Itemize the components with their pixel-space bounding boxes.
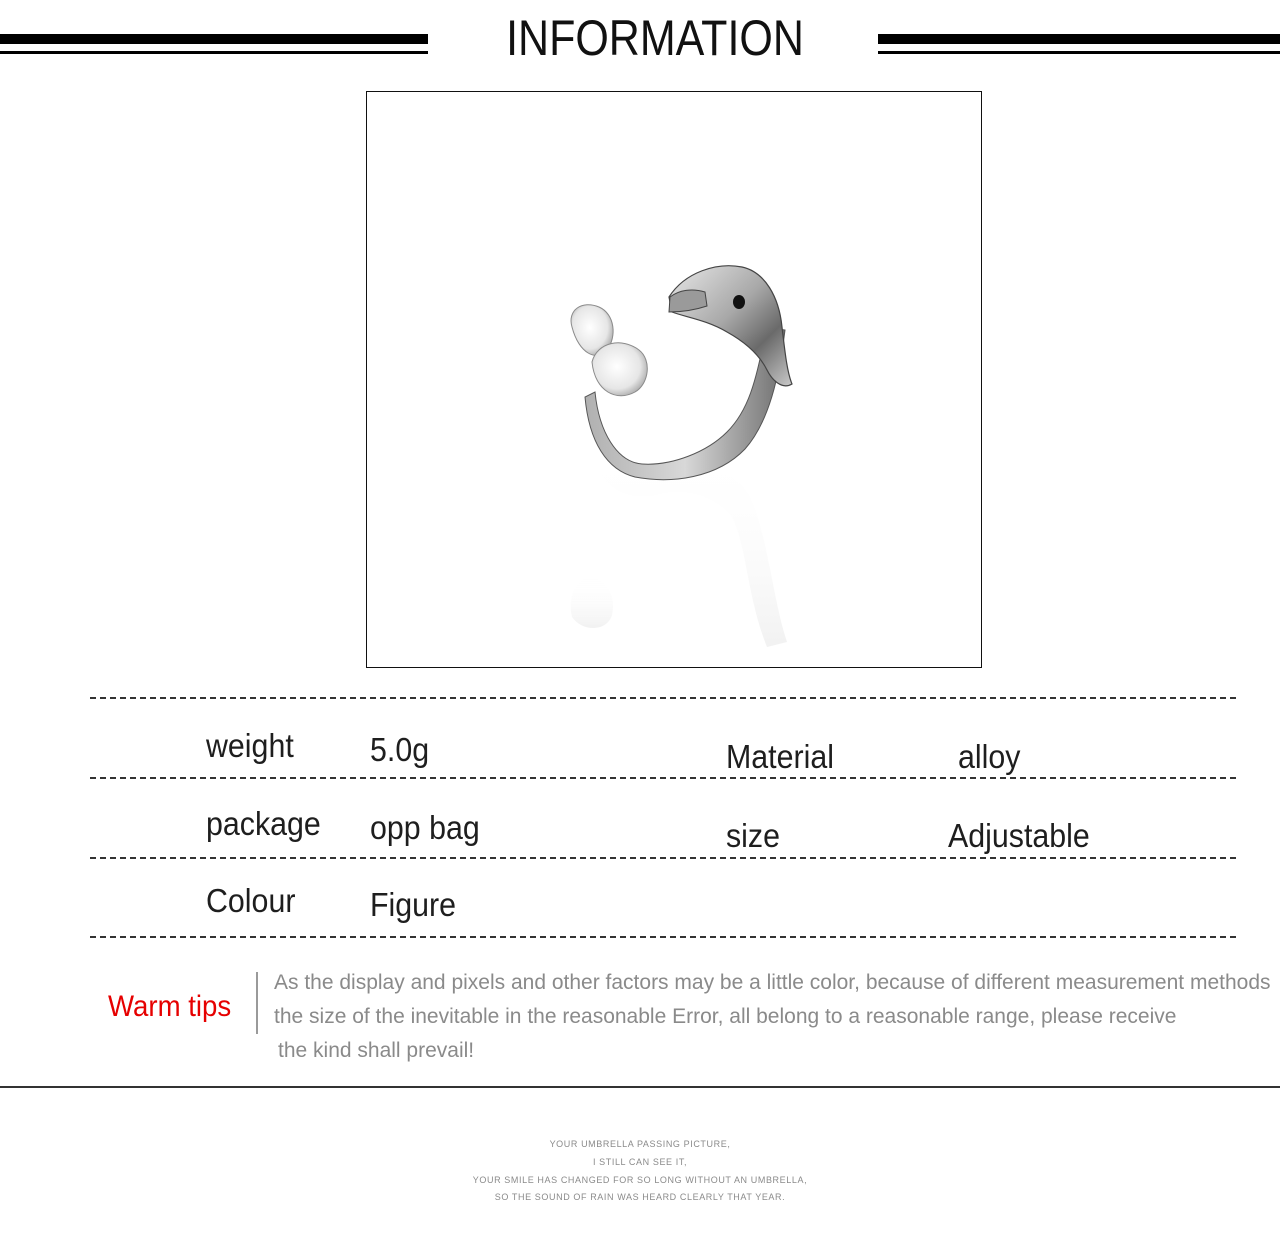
- header-bar-right-thin: [878, 51, 1280, 54]
- tips-line-2: the size of the inevitable in the reasonable Error, all belong to a reasonable range, please receive: [274, 1005, 1177, 1028]
- spec-separator: [90, 697, 1236, 699]
- spec-separator: [90, 857, 1236, 859]
- tips-line-1: As the display and pixels and other factors may be a little color, because of different measurement methods: [274, 971, 1271, 994]
- footer-line-2: I STILL CAN SEE IT,: [592, 1157, 688, 1167]
- tips-divider: [256, 972, 258, 1034]
- spec-separator: [90, 936, 1236, 938]
- spec-value-colour: Figure: [370, 886, 457, 923]
- spec-label-material: Material: [726, 738, 834, 775]
- footer-line-4: SO THE SOUND OF RAIN WAS HEARD CLEARLY THAT YEAR.: [494, 1192, 786, 1202]
- spec-label-size: size: [726, 817, 780, 854]
- spec-separator: [90, 777, 1236, 779]
- spec-label-colour: Colour: [206, 882, 296, 919]
- warm-tips-label: Warm tips: [108, 990, 232, 1023]
- header-bar-right-thick: [878, 34, 1280, 44]
- page-title: INFORMATION: [506, 10, 804, 66]
- spec-label-package: package: [206, 805, 321, 842]
- spec-value-size: Adjustable: [948, 817, 1090, 854]
- dolphin-ring-icon: [367, 92, 981, 667]
- footer-line-1: YOUR UMBRELLA PASSING PICTURE,: [549, 1139, 731, 1149]
- section-divider: [0, 1086, 1280, 1088]
- footer-line-3: YOUR SMILE HAS CHANGED FOR SO LONG WITHOUT AN UMBRELLA,: [472, 1175, 808, 1185]
- tips-line-3: the kind shall prevail!: [278, 1039, 475, 1062]
- spec-value-weight: 5.0g: [370, 731, 430, 768]
- spec-label-weight: weight: [206, 727, 294, 764]
- spec-value-material: alloy: [958, 738, 1021, 775]
- header-bar-left-thick: [0, 34, 428, 44]
- product-image-frame: [366, 91, 982, 668]
- spec-value-package: opp bag: [370, 809, 480, 846]
- header-bar-left-thin: [0, 51, 428, 54]
